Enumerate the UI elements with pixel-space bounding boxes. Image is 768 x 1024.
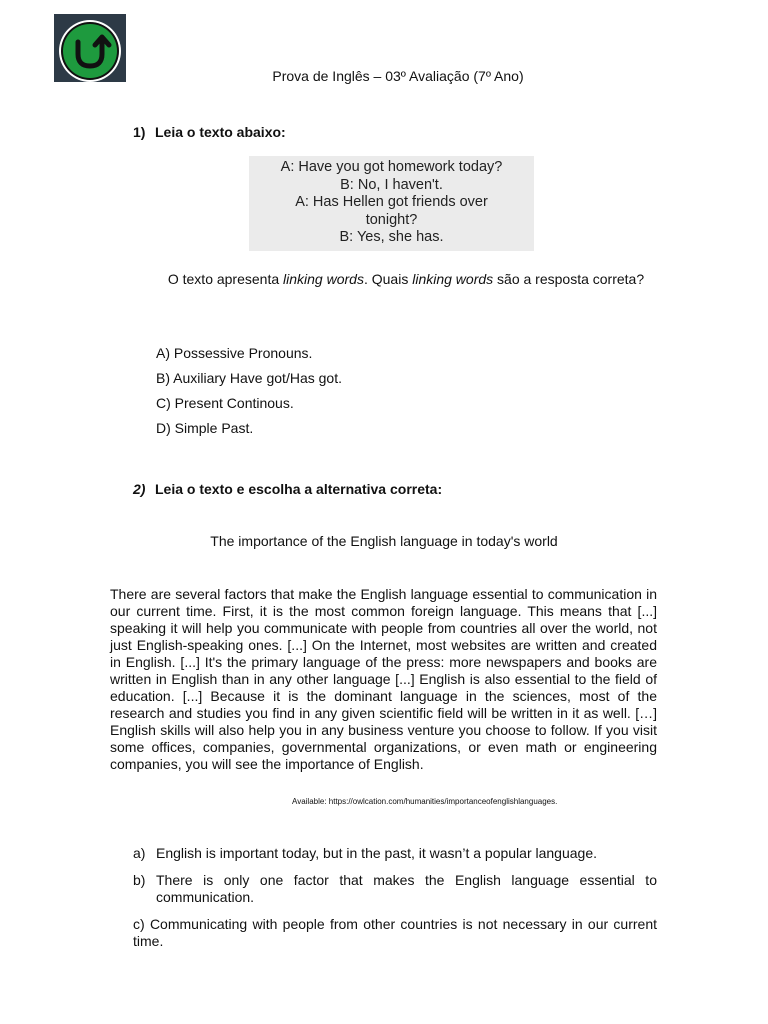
option-text: c) Communicating with people from other countries is not necessary in our current time.	[133, 916, 657, 949]
option-c[interactable]: C) Present Continous.	[156, 395, 294, 411]
dialogue-line: A: Have you got homework today?	[280, 159, 503, 175]
option-letter: a)	[133, 845, 146, 861]
source-citation: Available: https://owlcation.com/humanities/importanceofenglishlanguages.	[292, 797, 558, 806]
page-title: Prova de Inglês – 03º Avaliação (7º Ano)	[272, 68, 524, 84]
dialogue-line: B: Yes, she has.	[339, 229, 444, 245]
question-1-number: 1)	[133, 124, 146, 140]
prompt-text: são a resposta correta?	[493, 271, 645, 287]
question-1-prompt	[150, 267, 662, 292]
article-body: There are several factors that make the English language essential to communication in our current time. First, it is the most common foreign language. This means that [...] speaking it will help you communicate with people from countries all over the world, not just English-speaking ones. [...] On the Internet, most websites are written and created in English. [...] It's the primary language of the press: more newspapers and books are written in English than in any other language [...] English is also essential to the field of education. [...] Because it is the dominant language in the sciences, most of the research and studies you find in any given scientific field will be written in it as well. […] English skills will also help you in any business venture you choose to follow. If you visit some offices, companies, governmental organizations, or even math or engineering companies, you will see the importance of English.	[110, 586, 657, 772]
prompt-text: . Quais	[363, 271, 413, 287]
option-2-b[interactable]	[133, 872, 657, 906]
option-2-c[interactable]	[133, 916, 657, 950]
question-2-number: 2)	[133, 481, 146, 497]
question-2-heading-text: Leia o texto e escolha a alternativa correta:	[155, 481, 443, 497]
question-2-heading	[133, 481, 442, 497]
dialogue-line: B: No, I haven't.	[340, 176, 443, 193]
option-text: There is only one factor that makes the English language essential to communication.	[156, 872, 657, 905]
article-title: The importance of the English language in today's world	[210, 533, 558, 549]
option-b[interactable]: B) Auxiliary Have got/Has got.	[156, 370, 342, 386]
question-1-heading-text: Leia o texto abaixo:	[155, 124, 286, 140]
option-letter: b)	[133, 872, 146, 888]
option-d[interactable]: D) Simple Past.	[156, 420, 254, 436]
option-a[interactable]: A) Possessive Pronouns.	[156, 345, 313, 361]
prompt-emphasis: linking words	[412, 271, 494, 287]
prompt-emphasis: linking words	[283, 271, 364, 287]
option-text: English is important today, but in the past, it wasn’t a popular language.	[156, 845, 598, 861]
option-2-a[interactable]	[133, 845, 657, 862]
question-1-heading	[133, 124, 286, 140]
question-1-options	[156, 344, 342, 444]
prompt-text: O texto apresenta	[167, 271, 284, 287]
dialogue-line: A: Has Hellen got friends over	[295, 194, 488, 210]
dialogue-box	[249, 156, 534, 251]
dialogue-line: tonight?	[365, 211, 418, 228]
